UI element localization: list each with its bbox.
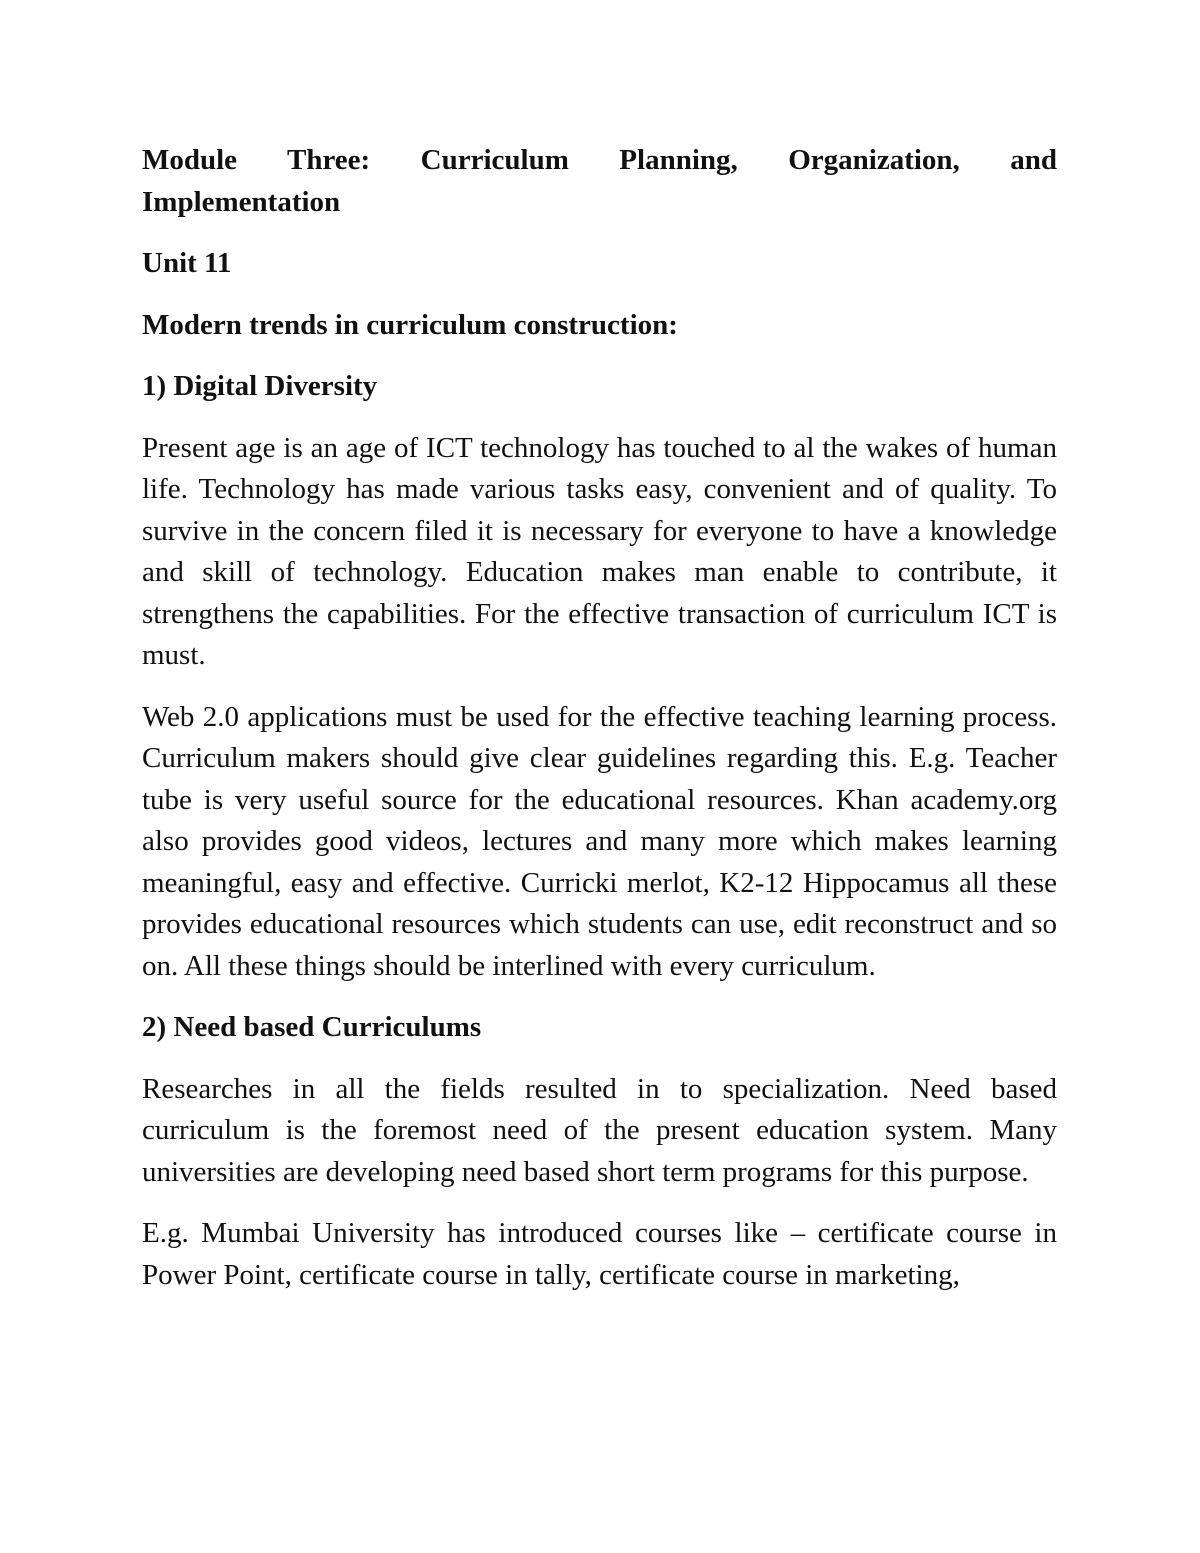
document-page [142, 140, 1057, 1316]
paragraph: Researches in all the fields resulted in to specialization. Need based curriculum is the foremost need of the present education system. Many universities are developing need based short term programs for this purpose. [142, 1072, 1057, 1188]
section-digital-diversity [142, 366, 1057, 987]
section-heading: 2) Need based Curriculums [142, 1011, 482, 1043]
paragraph: Web 2.0 applications must be used for the effective teaching learning process. Curriculum makers should give clear guidelines regarding this. E.g. Teacher tube is very useful source for the educational resources. Khan academy.org also provides good videos, lectures and many more which makes learning meaningful, easy and effective. Curricki merlot, K2-12 Hippocamus all these provides educational resources which students can use, edit reconstruct and so on. All these things should be interlined with every curriculum. [142, 700, 1057, 982]
module-title-line-1: Module Three: Curriculum Planning, Organization, and [142, 144, 1057, 176]
section-need-based-curriculums [142, 1007, 1057, 1296]
paragraph: E.g. Mumbai University has introduced courses like – certificate course in Power Point, certificate course in tally, certificate course in marketing, [142, 1217, 1057, 1291]
module-title [142, 140, 1057, 223]
section-heading: 1) Digital Diversity [142, 370, 378, 402]
paragraph: Present age is an age of ICT technology has touched to al the wakes of human life. Technology has made various tasks easy, convenient and of quality. To survive in the concern filed it is necessary for everyone to have a knowledge and skill of technology. Education makes man enable to contribute, it strengthens the capabilities. For the effective transaction of curriculum ICT is must. [142, 431, 1057, 671]
unit-heading: Unit 11 [142, 247, 232, 279]
trends-heading: Modern trends in curriculum construction: [142, 308, 678, 341]
module-title-line-2: Implementation [142, 185, 341, 218]
